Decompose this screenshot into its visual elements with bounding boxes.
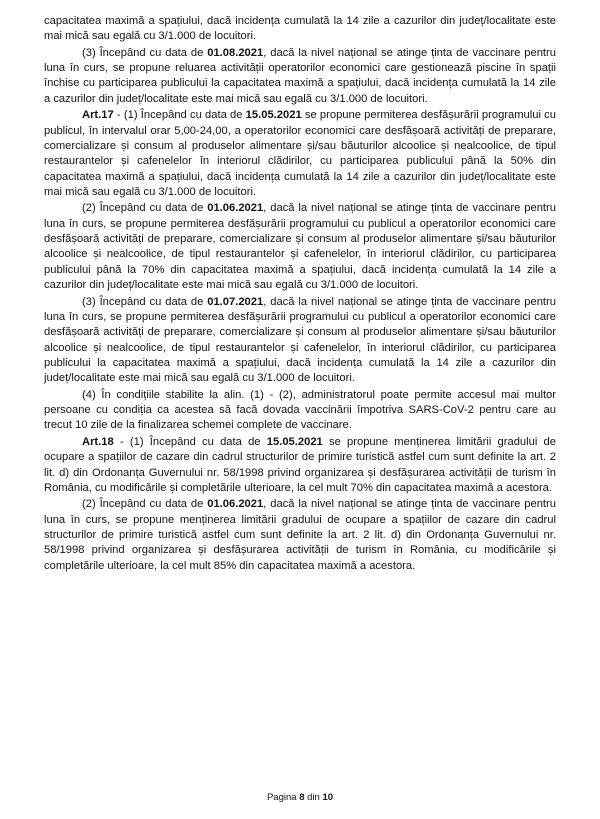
footer-current-page: 8 bbox=[299, 792, 305, 803]
paragraph-text: (2) Începând cu data de bbox=[82, 498, 208, 511]
date-bold: 01.07.2021 bbox=[207, 295, 264, 308]
paragraph-text: , dacă la nivel național se atinge ținta de vaccinare pentru luna în curs, se propune reluarea activității operatorilor economici care gestionează piscine în spații închise cu participarea publicului la capacitatea maximă a spațiului, dacă incidența cumulată la 14 zile a cazurilor din județ/localitate este mai mică sau egală cu 3/1.000 de locuitori. bbox=[44, 46, 556, 105]
paragraph-art18-alin2 bbox=[44, 497, 556, 574]
document-body bbox=[44, 14, 556, 575]
paragraph-continuation bbox=[44, 14, 556, 45]
paragraph-art18-alin1 bbox=[44, 435, 556, 496]
date-bold: 01.08.2021 bbox=[207, 46, 264, 59]
paragraph-art16-alin3 bbox=[44, 46, 556, 107]
paragraph-art17-alin2 bbox=[44, 201, 556, 293]
page-footer bbox=[0, 792, 600, 803]
paragraph-text: capacitatea maximă a spațiului, dacă incidența cumulată la 14 zile a cazurilor din județ/localitate este mai mică sau egală cu 3/1.000 de locuitori. bbox=[44, 15, 556, 43]
paragraph-art17-alin1 bbox=[44, 108, 556, 200]
paragraph-text: (3) Începând cu data de bbox=[82, 295, 208, 308]
date-bold: 15.05.2021 bbox=[266, 435, 323, 448]
paragraph-text: (3) Începând cu data de bbox=[82, 46, 208, 59]
paragraph-text: , dacă la nivel național se atinge ținta de vaccinare pentru luna în curs, se propune permiterea desfășurării programului cu publicul a operatorilor economici care desfășoară activități de preparare, comercializare și consum al produselor alimentare și/sau băuturilor alcoolice și nealcoolice, de tipul restaurantelor și cafenelelor, în interiorul clădirilor, cu participarea publicului până la 70% din capacitatea maximă a spațiului, dacă incidența cumulată la 14 zile a cazurilor din județ/localitate este mai mică sau egală cu 3/1.000 de locuitori. bbox=[44, 202, 556, 292]
paragraph-text: se propune permiterea desfășurării programului cu publicul, în intervalul orar 5,00-24,00, a operatorilor economici care desfășoară activități de preparare, comercializare și consum al produselor alimentare și/sau băuturilor alcoolice și nealcoolice, de tipul restaurantelor și cafenelelor în interiorul clădirilor, cu participarea publicului până la 50% din capacitatea maximă a spațiului, dacă incidența cumulată la 14 zile a cazurilor din județ/localitate este mai mică sau egală cu 3/1.000 de locuitori. bbox=[44, 109, 556, 198]
paragraph-text: , dacă la nivel național se atinge ținta de vaccinare pentru luna în curs, se propune menținerea limitării gradului de ocupare a spațiilor de cazare din cadrul structurilor de primire turistică astfel cum sunt definite la art. 2 lit. d) din Ordonanța Guvernului nr. 58/1998 privind organizarea și desfășurarea activității de turism în România, cu modificările și completările ulterioare, la cel mult 85% din capacitatea maximă a acestora. bbox=[44, 498, 556, 572]
paragraph-art17-alin4 bbox=[44, 388, 556, 434]
article-heading: Art.18 bbox=[82, 435, 114, 448]
footer-middle: din bbox=[304, 792, 323, 803]
paragraph-art17-alin3 bbox=[44, 295, 556, 387]
paragraph-text: - (1) Începând cu data de bbox=[113, 435, 267, 448]
paragraph-text: - (1) Începând cu data de bbox=[113, 109, 246, 122]
paragraph-text: (4) În condițiile stabilite la alin. (1) - (2), administratorul poate permite accesul mai multor persoane cu condiția ca acestea să facă dovada vaccinării împotriva SARS-CoV-2 pentru care au trecut 10 zile de la finalizarea schemei complete de vaccinare. bbox=[44, 388, 556, 432]
article-heading: Art.17 bbox=[82, 109, 114, 122]
paragraph-text: se propune menținerea limitării gradului de ocupare a spațiilor de cazare din cadrul structurilor de primire turistică astfel cum sunt definite la art. 2 lit. d) din Ordonanța Guvernului nr. 58/1998 privind organizarea și desfășurarea activității de turism în România, cu modificările și completările ulterioare, la cel mult 70% din capacitatea maximă a acestora. bbox=[44, 435, 557, 494]
date-bold: 15.05.2021 bbox=[245, 109, 302, 122]
footer-prefix: Pagina bbox=[266, 792, 300, 803]
paragraph-text: (2) Începând cu data de bbox=[82, 202, 208, 215]
footer-total-pages: 10 bbox=[322, 792, 334, 803]
date-bold: 01.06.2021 bbox=[207, 202, 264, 215]
paragraph-text: , dacă la nivel național se atinge ținta de vaccinare pentru luna în curs, se propune permiterea desfășurării programului cu publicul a operatorilor economici care desfășoară activități de preparare, comercializare și consum al produselor alimentare și/sau băuturilor alcoolice și nealcoolice, de tipul restaurantelor și cafenelelor, în interiorul clădirilor, cu participarea publicului la capacitatea maximă a spațiului, dacă incidența cumulată la 14 zile a cazurilor din județ/localitate este mai mică sau egală cu 3/1.000 de locuitori. bbox=[44, 295, 556, 385]
date-bold: 01.06.2021 bbox=[207, 498, 264, 511]
